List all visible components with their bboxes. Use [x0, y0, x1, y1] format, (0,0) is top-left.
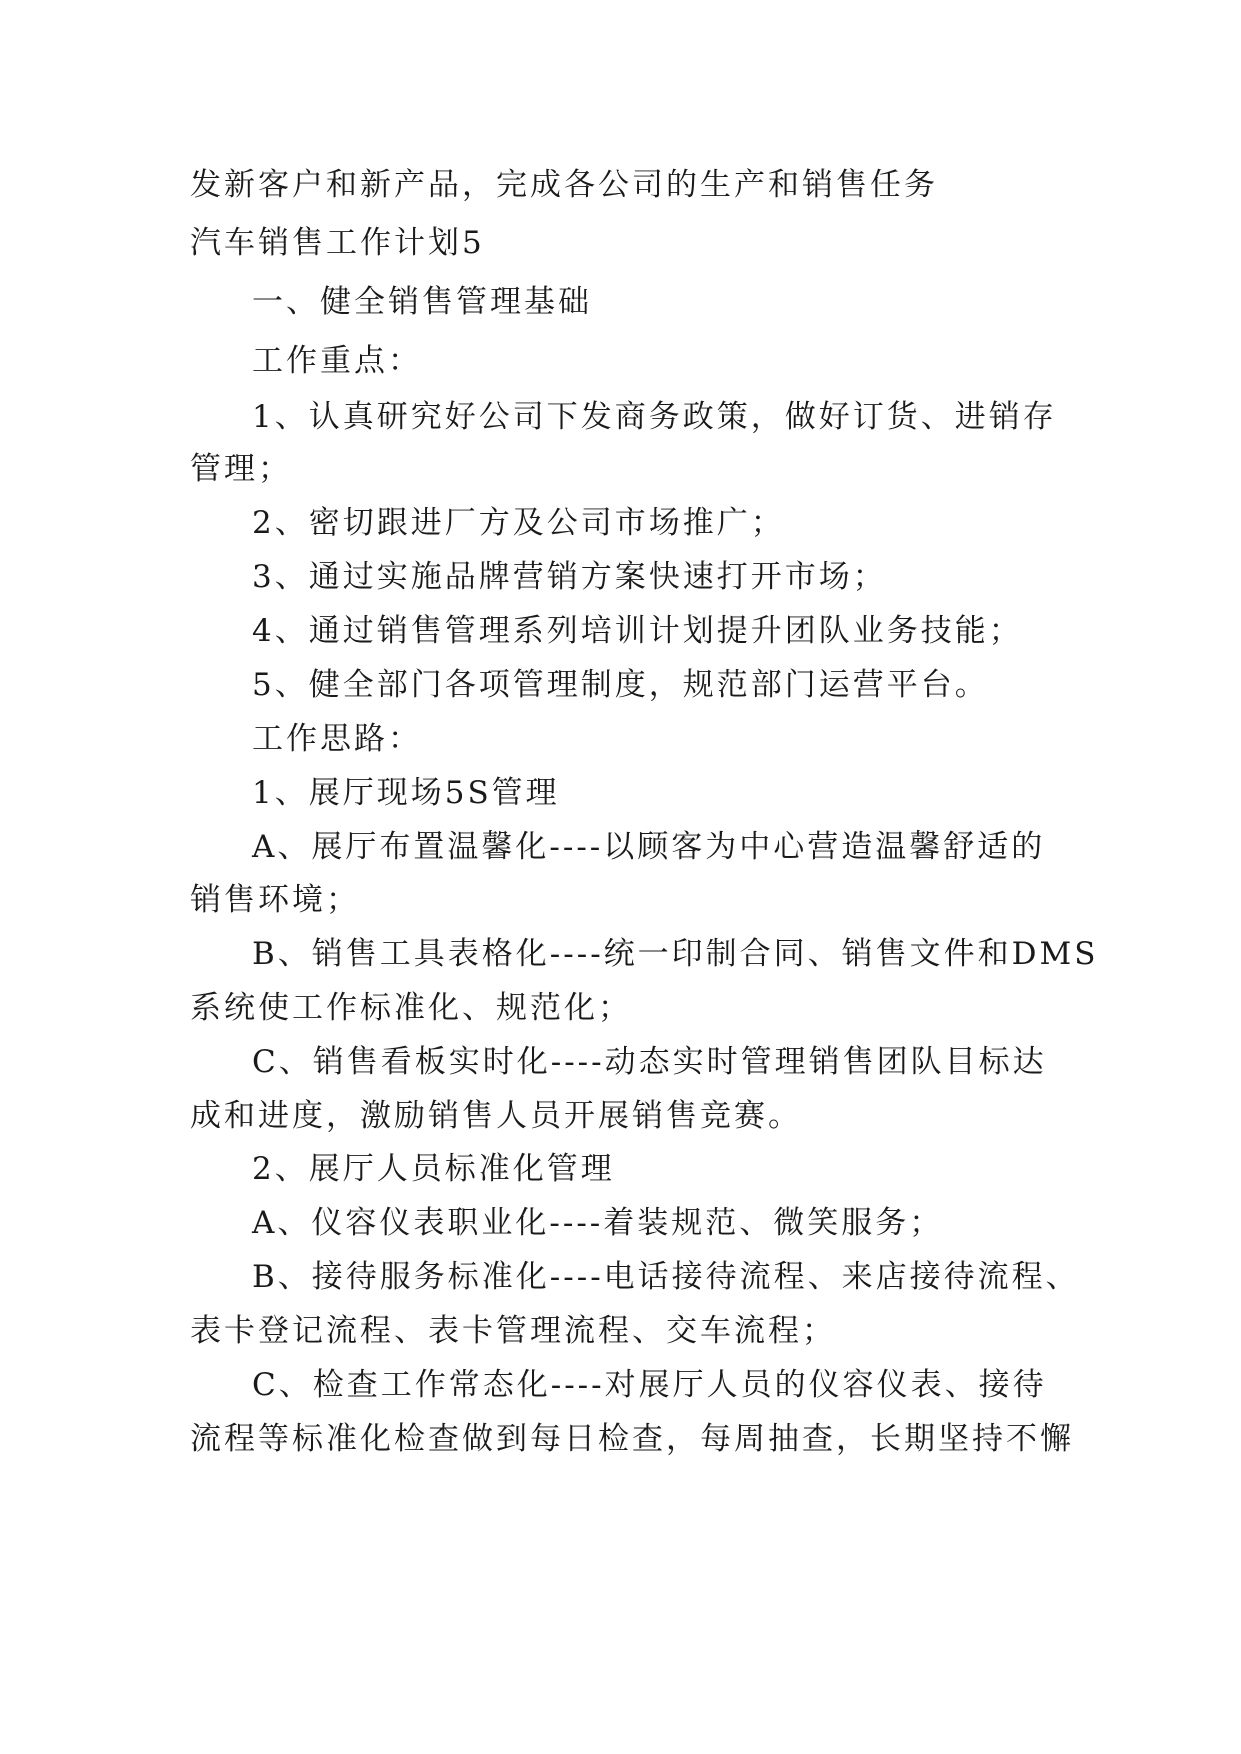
list-item: C、销售看板实时化----动态实时管理销售团队目标达	[252, 1044, 1047, 1080]
text-line: 成和进度，激励销售人员开展销售竞赛。	[190, 1098, 802, 1134]
text-line: 销售环境；	[190, 882, 360, 918]
list-item: 3、通过实施品牌营销方案快速打开市场；	[252, 559, 887, 595]
subheading: 工作思路：	[252, 721, 422, 757]
text-line: 表卡登记流程、表卡管理流程、交车流程；	[190, 1313, 836, 1349]
text-line: 系统使工作标准化、规范化；	[190, 990, 632, 1026]
list-item: 5、健全部门各项管理制度，规范部门运营平台。	[252, 667, 989, 703]
list-item: B、销售工具表格化----统一印制合同、销售文件和DMS	[252, 936, 1099, 972]
text-line: 管理；	[190, 451, 292, 487]
text-line: 发新客户和新产品，完成各公司的生产和销售任务	[190, 167, 938, 203]
section-heading: 一、健全销售管理基础	[252, 284, 592, 320]
subheading: 工作重点：	[252, 343, 422, 379]
list-item: A、展厅布置温馨化----以顾客为中心营造温馨舒适的	[252, 829, 1046, 865]
document-heading: 汽车销售工作计划5	[190, 225, 485, 261]
list-item: 2、展厅人员标准化管理	[252, 1151, 615, 1187]
list-item: B、接待服务标准化----电话接待流程、来店接待流程、	[252, 1259, 1080, 1295]
text-line: 流程等标准化检查做到每日检查，每周抽查，长期坚持不懈	[190, 1421, 1074, 1457]
list-item: 1、展厅现场5S管理	[252, 775, 560, 811]
list-item: A、仪容仪表职业化----着装规范、微笑服务；	[252, 1205, 944, 1241]
list-item: 1、认真研究好公司下发商务政策，做好订货、进销存	[252, 399, 1057, 435]
list-item: C、检查工作常态化----对展厅人员的仪容仪表、接待	[252, 1367, 1047, 1403]
list-item: 2、密切跟进厂方及公司市场推广；	[252, 505, 785, 541]
list-item: 4、通过销售管理系列培训计划提升团队业务技能；	[252, 613, 1023, 649]
